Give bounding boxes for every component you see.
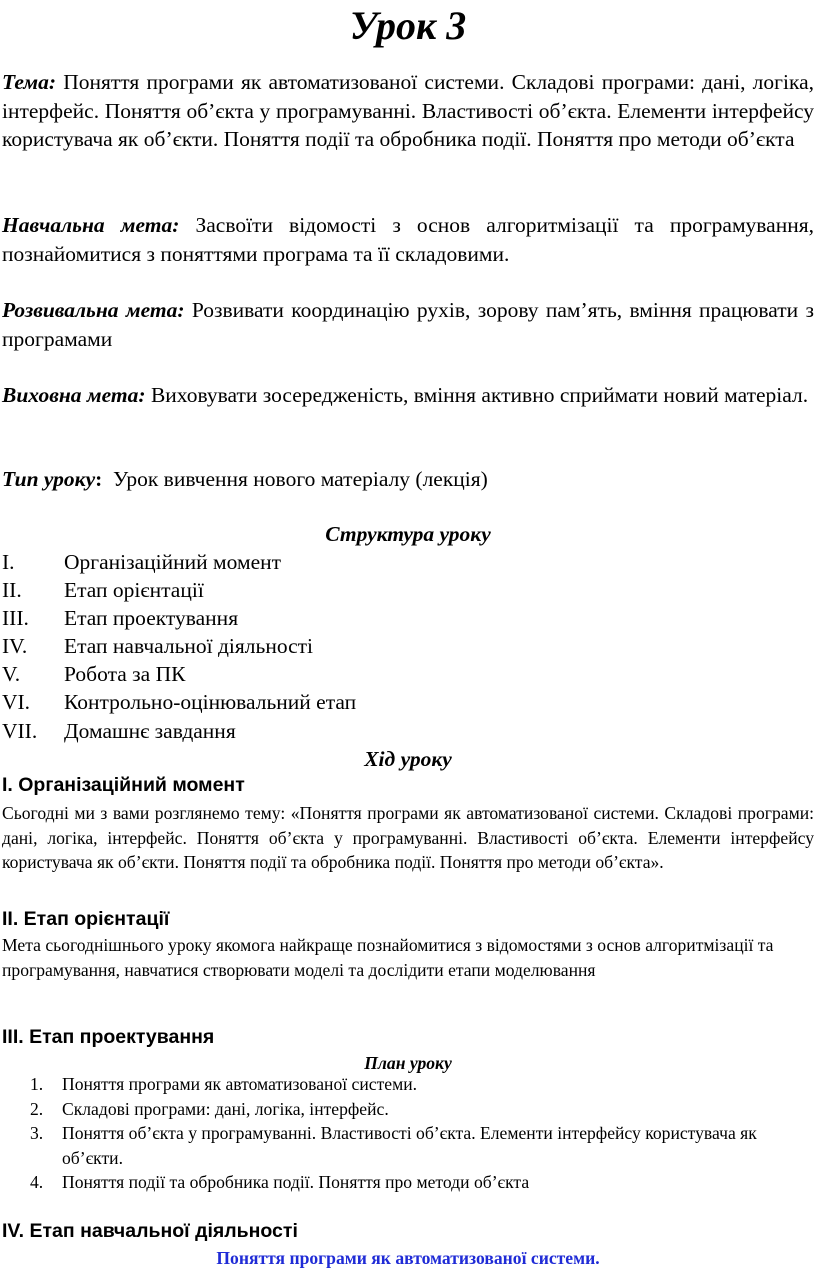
structure-item-text: Домашнє завдання (64, 718, 236, 743)
structure-item-text: Контрольно-оцінювальний етап (64, 690, 357, 715)
upbringing-goal-label: Виховна мета: (2, 383, 146, 407)
lesson-type-paragraph (2, 465, 814, 494)
upbringing-goal-paragraph (2, 381, 814, 410)
section-4-heading: IV. Етап навчальної діяльності (2, 1220, 298, 1242)
structure-item-text: Етап навчальної діяльності (64, 634, 314, 659)
structure-item-number: VI. (2, 690, 31, 715)
structure-item-text: Організаційний момент (64, 550, 282, 574)
lesson-type-label: Тип уроку (2, 467, 96, 491)
plan-item (0, 1121, 790, 1170)
educational-goal-text: Засвоїти відомості з основ алгоритмізації та програмування, познайомитися з поняттями програма та її складовими. (2, 213, 814, 266)
structure-item (2, 717, 702, 745)
structure-item-number: II. (2, 578, 22, 603)
structure-item (2, 604, 702, 632)
plan-item-number: 3. (30, 1123, 44, 1143)
structure-item-number: I. (2, 550, 15, 574)
structure-item (2, 576, 702, 604)
plan-item-text: Поняття об’єкта у програмуванні. Властивості об’єкта. Елементи інтерфейсу користувача як об’єкти. (62, 1123, 757, 1168)
plan-item-number: 4. (30, 1172, 44, 1192)
educational-goal-paragraph (2, 211, 814, 268)
topic-text: Поняття програми як автоматизованої системи. Складові програми: дані, логіка, інтерфейс. Поняття об’єкта у програмуванні. Властивості об’єкта. Елементи інтерфейсу користувача як об’єкти. Поняття події та обробника події. Поняття про методи об’єкта (2, 70, 814, 151)
topic-label: Тема: (2, 70, 57, 94)
section-1-text: Сьогодні ми з вами розглянемо тему: «Поняття програми як автоматизованої системи. Складові програми: дані, логіка, інтерфейс. Поняття об’єкта у програмуванні. Властивості об’єкта. Елементи інтерфейсу користувача як об’єкти. Поняття події та обробника події. Поняття про методи об’єкта». (2, 803, 814, 872)
plan-item (0, 1097, 790, 1122)
structure-item (2, 660, 702, 688)
structure-item-number: IV. (2, 634, 28, 659)
plan-item (0, 1170, 790, 1195)
structure-title: Структура уроку (325, 522, 491, 546)
developmental-goal-text: Розвивати координацію рухів, зорову пам’ять, вміння працювати з програмами (2, 298, 815, 351)
structure-item (2, 632, 702, 660)
plan-list (0, 1072, 790, 1195)
structure-item-number: III. (2, 606, 29, 631)
plan-item-text: Поняття програми як автоматизованої системи. (62, 1074, 418, 1094)
plan-item-text: Складові програми: дані, логіка, інтерфейс. (62, 1098, 389, 1119)
structure-item-text: Етап проектування (64, 606, 239, 631)
developmental-goal-label: Розвивальна мета: (2, 298, 185, 322)
plan-item (0, 1072, 790, 1097)
plan-item-number: 1. (30, 1074, 44, 1094)
topic-paragraph (2, 68, 814, 154)
lesson-type-text: Урок вивчення нового матеріалу (лекція) (113, 467, 488, 491)
structure-item-text: Робота за ПК (64, 662, 186, 687)
structure-item-number: V. (2, 662, 21, 687)
lesson-title: Урок 3 (349, 3, 467, 48)
educational-goal-label: Навчальна мета: (2, 213, 180, 237)
structure-item-number: VII. (2, 718, 38, 743)
lesson-type-colon: : (95, 467, 103, 491)
section-1-heading: I. Організаційний момент (2, 774, 245, 796)
section-3-heading: III. Етап проектування (2, 1026, 215, 1048)
plan-item-number: 2. (30, 1098, 44, 1119)
developmental-goal-paragraph (2, 296, 814, 353)
structure-item (2, 688, 702, 716)
section-4-subtitle: Поняття програми як автоматизованої системи. (216, 1248, 600, 1268)
section-2-heading: II. Етап орієнтації (2, 908, 170, 930)
lesson-progress-title: Хід уроку (364, 747, 452, 771)
upbringing-goal-text: Виховувати зосередженість, вміння активно сприймати новий матеріал. (150, 383, 809, 407)
plan-item-text: Поняття події та обробника події. Поняття про методи об’єкта (62, 1172, 530, 1192)
plan-title: План уроку (364, 1053, 452, 1073)
structure-item (2, 548, 702, 576)
structure-item-text: Етап орієнтації (64, 578, 204, 603)
structure-list (2, 548, 702, 745)
section-2-text: Мета сьогоднішнього уроку якомога найкраще познайомитися з відомостями з основ алгоритмізації та програмування, навчатися створювати моделі та дослідити етапи моделювання (2, 935, 774, 980)
